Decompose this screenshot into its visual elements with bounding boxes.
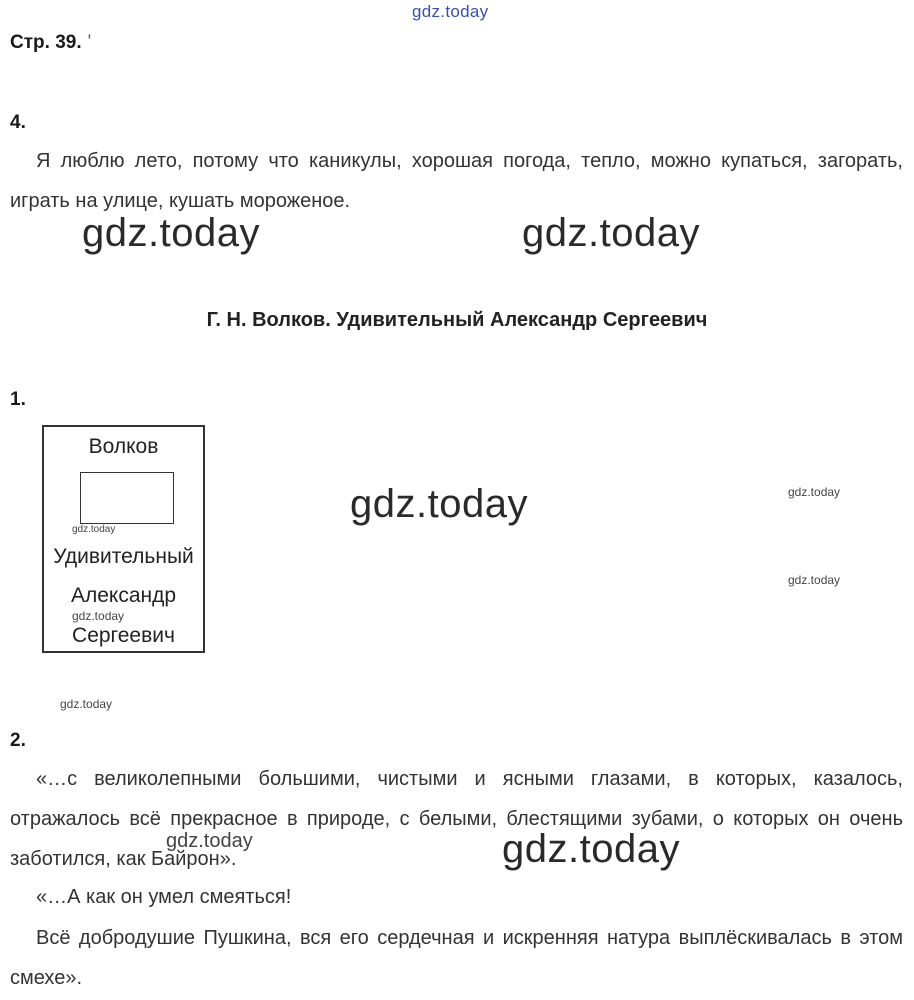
watermark-small: gdz.today (788, 573, 841, 587)
book-cover-picture-frame (80, 472, 174, 524)
watermark-large: gdz.today (350, 482, 528, 526)
task-2-quote-1: «…с великолепными большими, чистыми и ясными глазами, в которых, казалось, отражалось всё прекрасное в природе, с белыми, блестящими зубами, о которых он очень заботился, как Байрон». (10, 768, 903, 870)
book-title-line-1: Удивительный (53, 545, 194, 568)
watermark-small: gdz.today (788, 485, 841, 499)
watermark-small: gdz.today (60, 697, 113, 711)
page-reference-tick: ' (87, 32, 92, 53)
task-4-number: 4. (10, 112, 26, 133)
page-reference (10, 32, 91, 54)
watermark-top: gdz.today (412, 2, 489, 21)
section-heading: Г. Н. Волков. Удивительный Александр Сергеевич (206, 309, 708, 331)
watermark-large: gdz.today (502, 827, 680, 871)
watermark-large: gdz.today (82, 211, 260, 255)
task-2-number: 2. (10, 730, 26, 751)
task-2-quote-3: Всё добродушие Пушкина, вся его сердечная и искренняя натура выплёскивалась в этом смехе». (10, 927, 903, 989)
page-reference-label: Стр. 39. (10, 32, 82, 53)
task-2-quote-2: «…А как он умел смеяться! (36, 886, 292, 908)
watermark-small: gdz.today (72, 524, 116, 535)
watermark-large: gdz.today (522, 211, 700, 255)
task-4-answer: Я люблю лето, потому что каникулы, хорошая погода, тепло, можно купаться, загорать, играть на улице, кушать мороженое. (10, 150, 903, 212)
watermark-small: gdz.today (72, 609, 125, 623)
book-title-line-2: Александр (70, 584, 177, 607)
book-title-line-3: Сергеевич (72, 624, 175, 647)
watermark-medium: gdz.today (166, 830, 253, 852)
book-author: Волков (88, 435, 159, 458)
task-1-number: 1. (10, 389, 26, 410)
